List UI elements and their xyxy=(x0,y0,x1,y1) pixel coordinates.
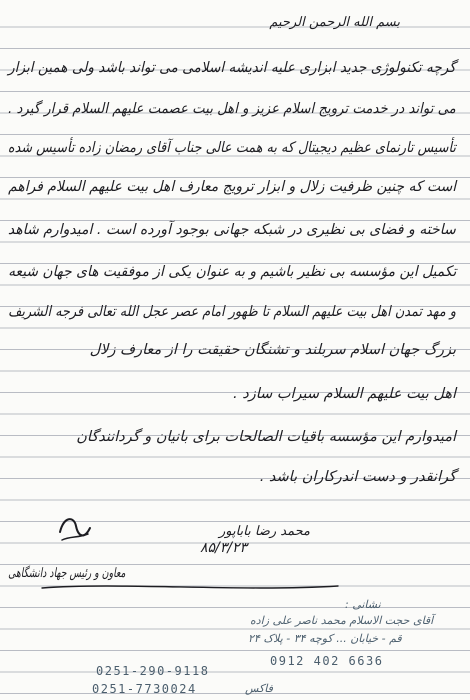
phone-number: 0251-290-9118 xyxy=(96,664,210,678)
signature-underline-icon xyxy=(40,580,340,594)
mobile-number: 0912 402 6636 xyxy=(270,654,384,668)
body-line-1: گرچه تکنولوژی جدید ابزاری علیه اندیشه اسلامی می تواند باشد ولی همین ابزار xyxy=(8,60,456,76)
signer-title: معاون و رئیس جهاد دانشگاهی xyxy=(7,566,125,581)
address-line-recipient: آقای حجت الاسلام محمد ناصر علی زاده xyxy=(250,614,434,627)
body-line-10: امیدوارم این مؤسسه باقیات الصالحات برای بانیان و گردانندگان xyxy=(76,429,456,445)
bismillah-header: بسم الله الرحمن الرحیم xyxy=(269,15,400,30)
body-line-3: تأسیس تارنمای عظیم دیجیتال که به همت عالی جناب آقای رمضان زاده تأسیس شده xyxy=(7,140,456,156)
body-line-11: گرانقدر و دست اندرکاران باشد . xyxy=(259,469,456,485)
address-label: نشانی : xyxy=(345,598,381,611)
body-line-9: اهل بیت علیهم السلام سیراب سازد . xyxy=(233,386,456,402)
body-line-6: تکمیل این مؤسسه بی نظیر باشیم و به عنوان یکی از موفقیت های جهان شیعه xyxy=(7,264,456,280)
signature-scribble-icon xyxy=(54,510,94,546)
letter-date: ۸۵/۳/۲۳ xyxy=(200,540,248,556)
body-line-7: و مهد تمدن اهل بیت علیهم السلام تا ظهور امام عصر عجل الله تعالی فرجه الشریف xyxy=(8,304,456,320)
fax-number: 0251-7730024 xyxy=(92,682,197,696)
fax-label: فاکس xyxy=(245,682,273,695)
body-line-2: می تواند در خدمت ترویج اسلام عزیز و اهل بیت عصمت علیهم السلام قرار گیرد . xyxy=(8,101,456,117)
signature-name: محمد رضا باباپور xyxy=(218,524,310,539)
address-line-street: قم - خیابان ... کوچه ۳۴ - پلاک ۲۴ xyxy=(248,632,402,645)
body-line-4: است که چنین ظرفیت زلال و ابزار ترویج معارف اهل بیت علیهم السلام فراهم xyxy=(8,179,456,195)
body-line-8: بزرگ جهان اسلام سربلند و تشنگان حقیقت را از معارف زلال xyxy=(89,342,456,358)
body-line-5: ساخته و فضای بی نظیری در شبکه جهانی بوجود آورده است . امیدوارم شاهد xyxy=(8,222,456,238)
